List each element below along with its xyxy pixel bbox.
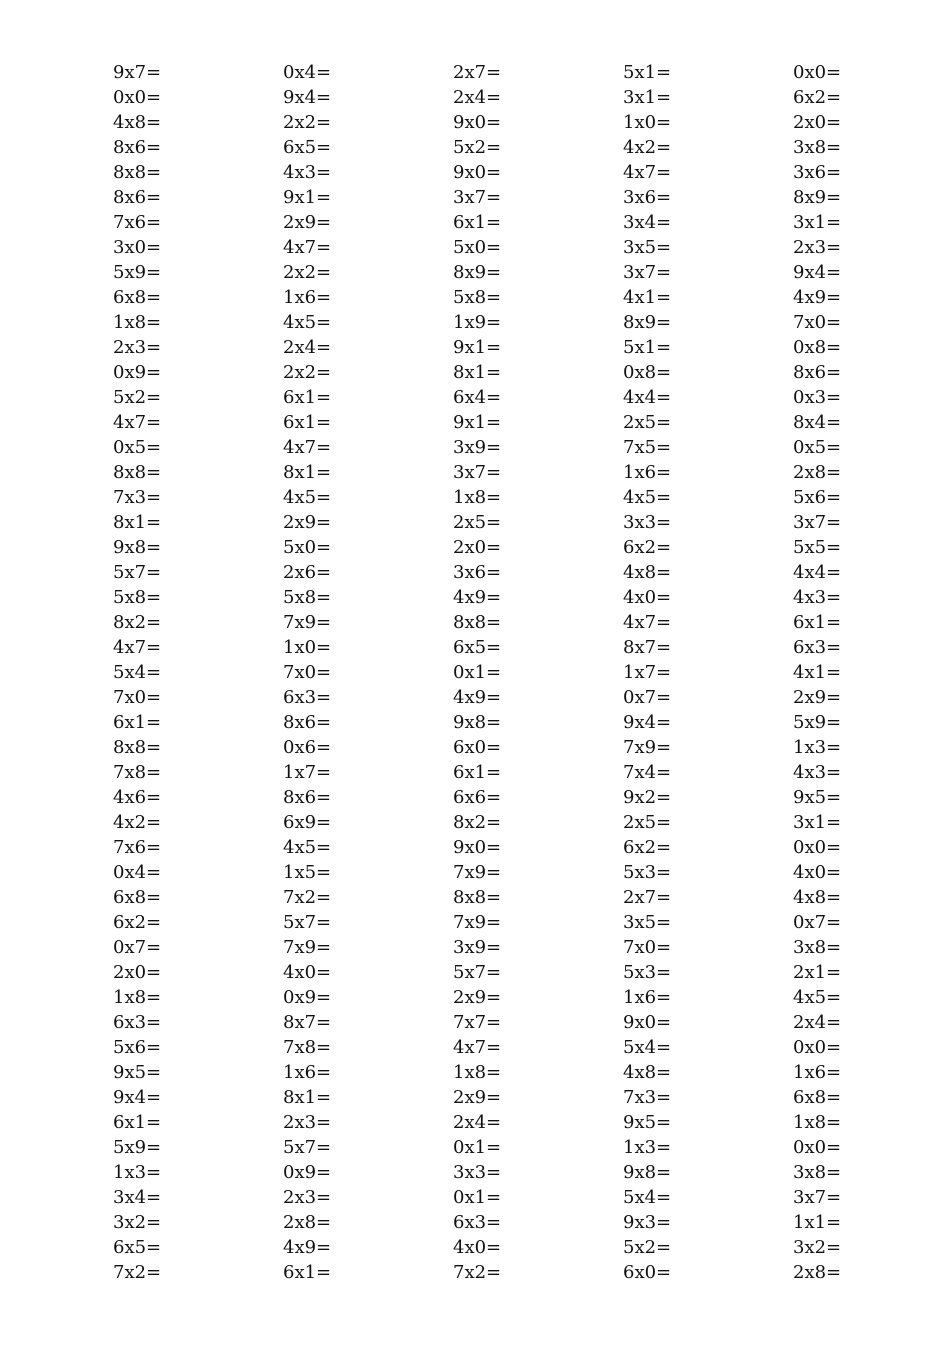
multiplication-problem: 7x7= [453, 1012, 502, 1033]
multiplication-problem: 9x8= [113, 537, 162, 558]
multiplication-problem: 6x1= [283, 1262, 332, 1283]
multiplication-problem: 9x5= [113, 1062, 162, 1083]
multiplication-problem: 5x7= [283, 912, 332, 933]
multiplication-problem: 8x2= [453, 812, 502, 833]
multiplication-problem: 3x6= [793, 162, 842, 183]
multiplication-problem: 9x0= [453, 162, 502, 183]
multiplication-problem: 2x0= [453, 537, 502, 558]
multiplication-problem: 8x8= [113, 162, 162, 183]
multiplication-problem: 9x4= [113, 1087, 162, 1108]
multiplication-problem: 6x3= [793, 637, 842, 658]
multiplication-problem: 4x2= [623, 137, 672, 158]
multiplication-problem: 4x7= [283, 237, 332, 258]
multiplication-problem: 7x5= [623, 437, 672, 458]
multiplication-problem: 1x8= [113, 987, 162, 1008]
multiplication-problem: 0x8= [793, 337, 842, 358]
multiplication-problem: 2x2= [283, 362, 332, 383]
multiplication-problem: 8x1= [283, 1087, 332, 1108]
multiplication-problem: 2x4= [793, 1012, 842, 1033]
multiplication-problem: 2x0= [113, 962, 162, 983]
multiplication-problem: 6x1= [453, 762, 502, 783]
multiplication-problem: 6x3= [453, 1212, 502, 1233]
multiplication-problem: 3x0= [113, 237, 162, 258]
multiplication-problem: 7x0= [623, 937, 672, 958]
multiplication-problem: 6x2= [623, 537, 672, 558]
multiplication-problem: 2x3= [113, 337, 162, 358]
multiplication-problem: 3x2= [113, 1212, 162, 1233]
multiplication-problem: 0x7= [113, 937, 162, 958]
multiplication-problem: 6x5= [453, 637, 502, 658]
multiplication-problem: 9x8= [623, 1162, 672, 1183]
multiplication-problem: 8x8= [453, 612, 502, 633]
multiplication-problem: 8x6= [793, 362, 842, 383]
multiplication-problem: 4x5= [623, 487, 672, 508]
multiplication-problem: 9x4= [793, 262, 842, 283]
multiplication-problem: 3x5= [623, 237, 672, 258]
multiplication-problem: 4x4= [793, 562, 842, 583]
multiplication-problem: 7x0= [793, 312, 842, 333]
multiplication-problem: 3x1= [793, 812, 842, 833]
multiplication-problem: 8x9= [453, 262, 502, 283]
multiplication-problem: 2x6= [283, 562, 332, 583]
multiplication-problem: 6x1= [453, 212, 502, 233]
multiplication-problem: 5x4= [113, 662, 162, 683]
multiplication-problem: 9x5= [623, 1112, 672, 1133]
multiplication-problem: 0x5= [793, 437, 842, 458]
multiplication-problem: 5x9= [113, 1137, 162, 1158]
multiplication-problem: 0x4= [283, 62, 332, 83]
multiplication-problem: 0x6= [283, 737, 332, 758]
multiplication-problem: 2x5= [623, 812, 672, 833]
multiplication-problem: 4x8= [623, 1062, 672, 1083]
multiplication-problem: 7x9= [283, 937, 332, 958]
multiplication-problem: 0x1= [453, 662, 502, 683]
multiplication-problem: 3x8= [793, 137, 842, 158]
multiplication-problem: 2x3= [283, 1112, 332, 1133]
multiplication-problem: 7x2= [283, 887, 332, 908]
multiplication-problem: 9x0= [453, 112, 502, 133]
multiplication-problem: 2x8= [793, 1262, 842, 1283]
multiplication-problem: 2x9= [283, 512, 332, 533]
multiplication-problem: 1x0= [283, 637, 332, 658]
multiplication-problem: 5x4= [623, 1187, 672, 1208]
multiplication-problem: 3x9= [453, 937, 502, 958]
multiplication-problem: 4x7= [623, 162, 672, 183]
multiplication-problem: 7x3= [113, 487, 162, 508]
multiplication-problem: 8x8= [453, 887, 502, 908]
multiplication-problem: 4x5= [793, 987, 842, 1008]
multiplication-problem: 4x8= [793, 887, 842, 908]
multiplication-problem: 3x4= [623, 212, 672, 233]
multiplication-problem: 3x7= [793, 1187, 842, 1208]
multiplication-problem: 3x1= [793, 212, 842, 233]
multiplication-problem: 7x0= [283, 662, 332, 683]
multiplication-problem: 6x3= [283, 687, 332, 708]
multiplication-problem: 5x3= [623, 862, 672, 883]
multiplication-problem: 2x4= [453, 87, 502, 108]
multiplication-problem: 0x9= [283, 987, 332, 1008]
multiplication-problem: 6x9= [283, 812, 332, 833]
multiplication-problem: 5x8= [453, 287, 502, 308]
multiplication-problem: 9x1= [283, 187, 332, 208]
multiplication-problem: 0x1= [453, 1187, 502, 1208]
multiplication-problem: 1x9= [453, 312, 502, 333]
multiplication-problem: 9x1= [453, 412, 502, 433]
multiplication-problem: 4x9= [453, 687, 502, 708]
multiplication-problem: 2x9= [793, 687, 842, 708]
multiplication-problem: 3x4= [113, 1187, 162, 1208]
multiplication-problem: 1x6= [283, 1062, 332, 1083]
multiplication-problem: 4x0= [623, 587, 672, 608]
multiplication-problem: 3x7= [623, 262, 672, 283]
multiplication-problem: 8x6= [113, 187, 162, 208]
multiplication-problem: 2x3= [283, 1187, 332, 1208]
multiplication-problem: 2x2= [283, 112, 332, 133]
multiplication-problem: 1x3= [793, 737, 842, 758]
multiplication-problem: 4x5= [283, 837, 332, 858]
multiplication-problem: 7x9= [623, 737, 672, 758]
multiplication-problem: 3x8= [793, 937, 842, 958]
multiplication-problem: 3x7= [793, 512, 842, 533]
multiplication-problem: 7x4= [623, 762, 672, 783]
multiplication-problem: 6x3= [113, 1012, 162, 1033]
multiplication-problem: 5x8= [113, 587, 162, 608]
multiplication-problem: 5x7= [283, 1137, 332, 1158]
multiplication-problem: 6x0= [623, 1262, 672, 1283]
multiplication-problem: 3x2= [793, 1237, 842, 1258]
multiplication-problem: 1x8= [113, 312, 162, 333]
multiplication-problem: 5x8= [283, 587, 332, 608]
multiplication-problem: 5x2= [113, 387, 162, 408]
multiplication-problem: 4x7= [283, 437, 332, 458]
multiplication-problem: 6x6= [453, 787, 502, 808]
multiplication-problem: 8x1= [453, 362, 502, 383]
multiplication-problem: 5x2= [453, 137, 502, 158]
multiplication-problem: 4x9= [453, 587, 502, 608]
multiplication-problem: 6x1= [793, 612, 842, 633]
multiplication-problem: 7x6= [113, 212, 162, 233]
multiplication-problem: 4x3= [793, 587, 842, 608]
multiplication-problem: 0x0= [113, 87, 162, 108]
multiplication-problem: 4x5= [283, 487, 332, 508]
multiplication-problem: 4x0= [453, 1237, 502, 1258]
multiplication-problem: 7x3= [623, 1087, 672, 1108]
multiplication-problem: 5x9= [113, 262, 162, 283]
multiplication-problem: 4x7= [113, 412, 162, 433]
multiplication-problem: 5x2= [623, 1237, 672, 1258]
multiplication-problem: 6x1= [113, 712, 162, 733]
multiplication-problem: 2x8= [283, 1212, 332, 1233]
multiplication-problem: 1x6= [623, 462, 672, 483]
multiplication-problem: 9x3= [623, 1212, 672, 1233]
multiplication-problem: 2x5= [453, 512, 502, 533]
multiplication-problem: 6x1= [283, 412, 332, 433]
multiplication-problem: 9x4= [283, 87, 332, 108]
multiplication-problem: 4x7= [453, 1037, 502, 1058]
multiplication-problem: 9x0= [623, 1012, 672, 1033]
multiplication-problem: 1x7= [283, 762, 332, 783]
multiplication-problem: 7x6= [113, 837, 162, 858]
multiplication-problem: 4x2= [113, 812, 162, 833]
multiplication-problem: 6x8= [793, 1087, 842, 1108]
multiplication-problem: 4x0= [793, 862, 842, 883]
multiplication-problem: 2x4= [453, 1112, 502, 1133]
multiplication-problem: 1x6= [283, 287, 332, 308]
multiplication-problem: 6x1= [113, 1112, 162, 1133]
multiplication-problem: 1x8= [453, 1062, 502, 1083]
multiplication-problem: 6x2= [113, 912, 162, 933]
multiplication-problem: 4x3= [283, 162, 332, 183]
multiplication-problem: 2x9= [453, 987, 502, 1008]
multiplication-problem: 7x2= [113, 1262, 162, 1283]
multiplication-problem: 3x1= [623, 87, 672, 108]
multiplication-problem: 0x3= [793, 387, 842, 408]
multiplication-problem: 5x9= [793, 712, 842, 733]
multiplication-problem: 8x6= [283, 712, 332, 733]
multiplication-problem: 8x8= [113, 462, 162, 483]
multiplication-problem: 1x3= [623, 1137, 672, 1158]
multiplication-problem: 3x5= [623, 912, 672, 933]
multiplication-problem: 0x7= [793, 912, 842, 933]
multiplication-problem: 5x4= [623, 1037, 672, 1058]
multiplication-problem: 8x9= [623, 312, 672, 333]
multiplication-problem: 4x7= [113, 637, 162, 658]
multiplication-problem: 5x0= [283, 537, 332, 558]
multiplication-problem: 8x7= [283, 1012, 332, 1033]
multiplication-problem: 4x9= [283, 1237, 332, 1258]
multiplication-problem: 9x2= [623, 787, 672, 808]
multiplication-problem: 0x7= [623, 687, 672, 708]
multiplication-problem: 0x0= [793, 62, 842, 83]
multiplication-problem: 0x8= [623, 362, 672, 383]
multiplication-problem: 2x2= [283, 262, 332, 283]
multiplication-problem: 2x1= [793, 962, 842, 983]
multiplication-problem: 3x3= [623, 512, 672, 533]
multiplication-problem: 7x8= [113, 762, 162, 783]
multiplication-problem: 3x6= [623, 187, 672, 208]
multiplication-problem: 4x7= [623, 612, 672, 633]
multiplication-problem: 0x4= [113, 862, 162, 883]
multiplication-problem: 4x1= [623, 287, 672, 308]
multiplication-problem: 5x1= [623, 337, 672, 358]
multiplication-problem: 7x9= [453, 912, 502, 933]
multiplication-problem: 4x8= [113, 112, 162, 133]
multiplication-problem: 0x9= [113, 362, 162, 383]
multiplication-problem: 1x8= [453, 487, 502, 508]
multiplication-problem: 9x7= [113, 62, 162, 83]
multiplication-problem: 0x1= [453, 1137, 502, 1158]
multiplication-problem: 7x9= [453, 862, 502, 883]
multiplication-problem: 4x6= [113, 787, 162, 808]
multiplication-problem: 4x8= [623, 562, 672, 583]
multiplication-problem: 7x2= [453, 1262, 502, 1283]
multiplication-problem: 8x6= [283, 787, 332, 808]
multiplication-problem: 9x0= [453, 837, 502, 858]
multiplication-problem: 6x1= [283, 387, 332, 408]
multiplication-problem: 3x7= [453, 462, 502, 483]
multiplication-problem: 8x1= [113, 512, 162, 533]
multiplication-problem: 7x9= [283, 612, 332, 633]
multiplication-problem: 3x8= [793, 1162, 842, 1183]
multiplication-problem: 8x7= [623, 637, 672, 658]
multiplication-problem: 6x8= [113, 887, 162, 908]
multiplication-problem: 0x0= [793, 1037, 842, 1058]
multiplication-problem: 5x6= [793, 487, 842, 508]
multiplication-problem: 4x5= [283, 312, 332, 333]
multiplication-problem: 2x9= [283, 212, 332, 233]
multiplication-problem: 2x4= [283, 337, 332, 358]
multiplication-problem: 4x4= [623, 387, 672, 408]
multiplication-problem: 5x0= [453, 237, 502, 258]
multiplication-problem: 0x5= [113, 437, 162, 458]
multiplication-problem: 4x9= [793, 287, 842, 308]
multiplication-problem: 5x7= [453, 962, 502, 983]
multiplication-problem: 1x1= [793, 1212, 842, 1233]
multiplication-problem: 3x9= [453, 437, 502, 458]
multiplication-problem: 1x8= [793, 1112, 842, 1133]
multiplication-problem: 9x4= [623, 712, 672, 733]
multiplication-problem: 3x3= [453, 1162, 502, 1183]
multiplication-problem: 2x9= [453, 1087, 502, 1108]
multiplication-problem: 5x7= [113, 562, 162, 583]
multiplication-problem: 7x8= [283, 1037, 332, 1058]
multiplication-problem: 9x1= [453, 337, 502, 358]
multiplication-problem: 8x8= [113, 737, 162, 758]
multiplication-problem: 1x7= [623, 662, 672, 683]
multiplication-problem: 6x0= [453, 737, 502, 758]
multiplication-problem: 3x6= [453, 562, 502, 583]
multiplication-problem: 6x4= [453, 387, 502, 408]
multiplication-problem: 0x9= [283, 1162, 332, 1183]
multiplication-problem: 6x2= [623, 837, 672, 858]
multiplication-problem: 2x3= [793, 237, 842, 258]
multiplication-problem: 8x6= [113, 137, 162, 158]
multiplication-problem: 8x1= [283, 462, 332, 483]
multiplication-problem: 1x3= [113, 1162, 162, 1183]
multiplication-problem: 0x0= [793, 1137, 842, 1158]
multiplication-problem: 6x5= [283, 137, 332, 158]
multiplication-problem: 7x0= [113, 687, 162, 708]
multiplication-problem: 1x5= [283, 862, 332, 883]
multiplication-problem: 5x5= [793, 537, 842, 558]
multiplication-problem: 4x1= [793, 662, 842, 683]
multiplication-problem: 2x8= [793, 462, 842, 483]
multiplication-problem: 4x0= [283, 962, 332, 983]
multiplication-problem: 1x6= [793, 1062, 842, 1083]
multiplication-problem: 5x1= [623, 62, 672, 83]
multiplication-problem: 2x0= [793, 112, 842, 133]
multiplication-problem: 1x0= [623, 112, 672, 133]
multiplication-problem: 4x3= [793, 762, 842, 783]
multiplication-problem: 9x5= [793, 787, 842, 808]
multiplication-problem: 5x6= [113, 1037, 162, 1058]
multiplication-problem: 2x7= [623, 887, 672, 908]
multiplication-problem: 6x2= [793, 87, 842, 108]
multiplication-problem: 6x8= [113, 287, 162, 308]
multiplication-problem: 0x0= [793, 837, 842, 858]
multiplication-problem: 5x3= [623, 962, 672, 983]
multiplication-problem: 6x5= [113, 1237, 162, 1258]
multiplication-problem: 8x2= [113, 612, 162, 633]
multiplication-problem: 3x7= [453, 187, 502, 208]
multiplication-problem: 1x6= [623, 987, 672, 1008]
multiplication-worksheet-grid [113, 60, 913, 1285]
multiplication-problem: 9x8= [453, 712, 502, 733]
multiplication-problem: 2x7= [453, 62, 502, 83]
multiplication-problem: 8x9= [793, 187, 842, 208]
multiplication-problem: 8x4= [793, 412, 842, 433]
multiplication-problem: 2x5= [623, 412, 672, 433]
